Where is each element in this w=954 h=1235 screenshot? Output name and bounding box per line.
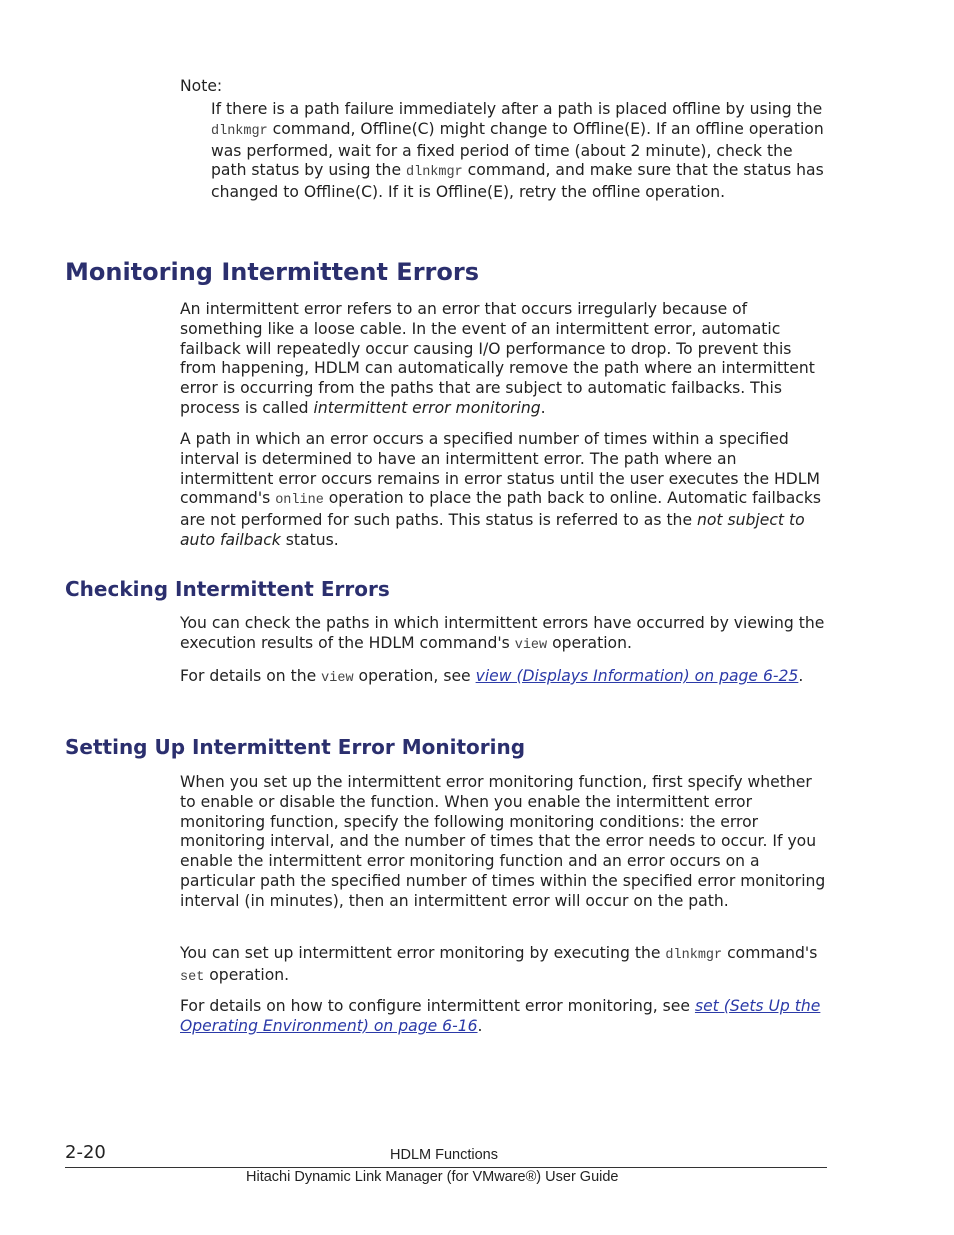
section-heading-monitoring: Monitoring Intermittent Errors	[65, 258, 479, 286]
code-set: set	[180, 969, 205, 985]
link-set-operation[interactable]: set (Sets Up the Operating Environment) on page 6-16	[180, 997, 821, 1035]
footer-chapter: HDLM Functions	[390, 1147, 498, 1163]
setting-paragraph-2: You can set up intermittent error monitoring by executing the dlnkmgr command's set operation.	[180, 944, 818, 985]
footer-divider	[65, 1167, 827, 1168]
section-heading-setting: Setting Up Intermittent Error Monitoring	[65, 735, 526, 759]
checking-paragraph-1: You can check the paths in which intermittent errors have occurred by viewing the execution results of the HDLM command's view operation.	[180, 614, 825, 653]
note-label: Note:	[180, 77, 223, 95]
setting-paragraph-1: When you set up the intermittent error monitoring function, first specify whether to enable or disable the function. When you enable the intermittent error monitoring function, specify the following monitoring conditions: the error monitoring interval, and the number of times that the error needs to occur. If you enable the intermittent error monitoring function and an error occurs on a particular path the specified number of times within the specified error monitoring interval (in minutes), then an intermittent error will occur on the path.	[180, 773, 826, 910]
note-text: If there is a path failure immediately after a path is placed offline by using the dlnkmgr command, Offline(C) might change to Offline(E). If an offline operation was performed, wait for a fixed period of time (about 2 minute), check the path status by using the dlnkmgr command, and make sure that the status has changed to Offline(C). If it is Offline(E), retry the offline operation.	[211, 100, 824, 202]
setting-paragraph-3: For details on how to configure intermittent error monitoring, see set (Sets Up the Operating Environment) on page 6-16.	[180, 997, 821, 1035]
code-dlnkmgr: dlnkmgr	[211, 123, 268, 139]
code-view: view	[321, 671, 354, 686]
footer-guide-title: Hitachi Dynamic Link Manager (for VMware®) User Guide	[246, 1169, 619, 1185]
link-view-operation[interactable]: view (Displays Information) on page 6-25	[475, 667, 799, 685]
monitoring-paragraph-1: An intermittent error refers to an error that occurs irregularly because of something like a loose cable. In the event of an intermittent error, automatic failback will repeatedly occur causing I/O performance to drop. To prevent this from happening, HDLM can automatically remove the path where an intermittent error is occurring from the paths that are subject to automatic failbacks. This process is called intermittent error monitoring.	[180, 300, 815, 417]
checking-paragraph-2: For details on the view operation, see view (Displays Information) on page 6-25.	[180, 667, 804, 686]
code-dlnkmgr: dlnkmgr	[665, 948, 723, 963]
code-online: online	[275, 493, 324, 509]
code-view: view	[514, 637, 548, 653]
section-heading-checking: Checking Intermittent Errors	[65, 577, 390, 601]
page-number: 2-20	[65, 1142, 106, 1163]
monitoring-paragraph-2: A path in which an error occurs a specified number of times within a specified interval is determined to have an intermittent error. The path where an intermittent error occurs remains in error status until the user executes the HDLM command's online operation to place the path back to online. Automatic failbacks are not performed for such paths. This status is referred to as the not subject to auto failback status.	[180, 430, 822, 549]
code-dlnkmgr: dlnkmgr	[406, 165, 463, 181]
